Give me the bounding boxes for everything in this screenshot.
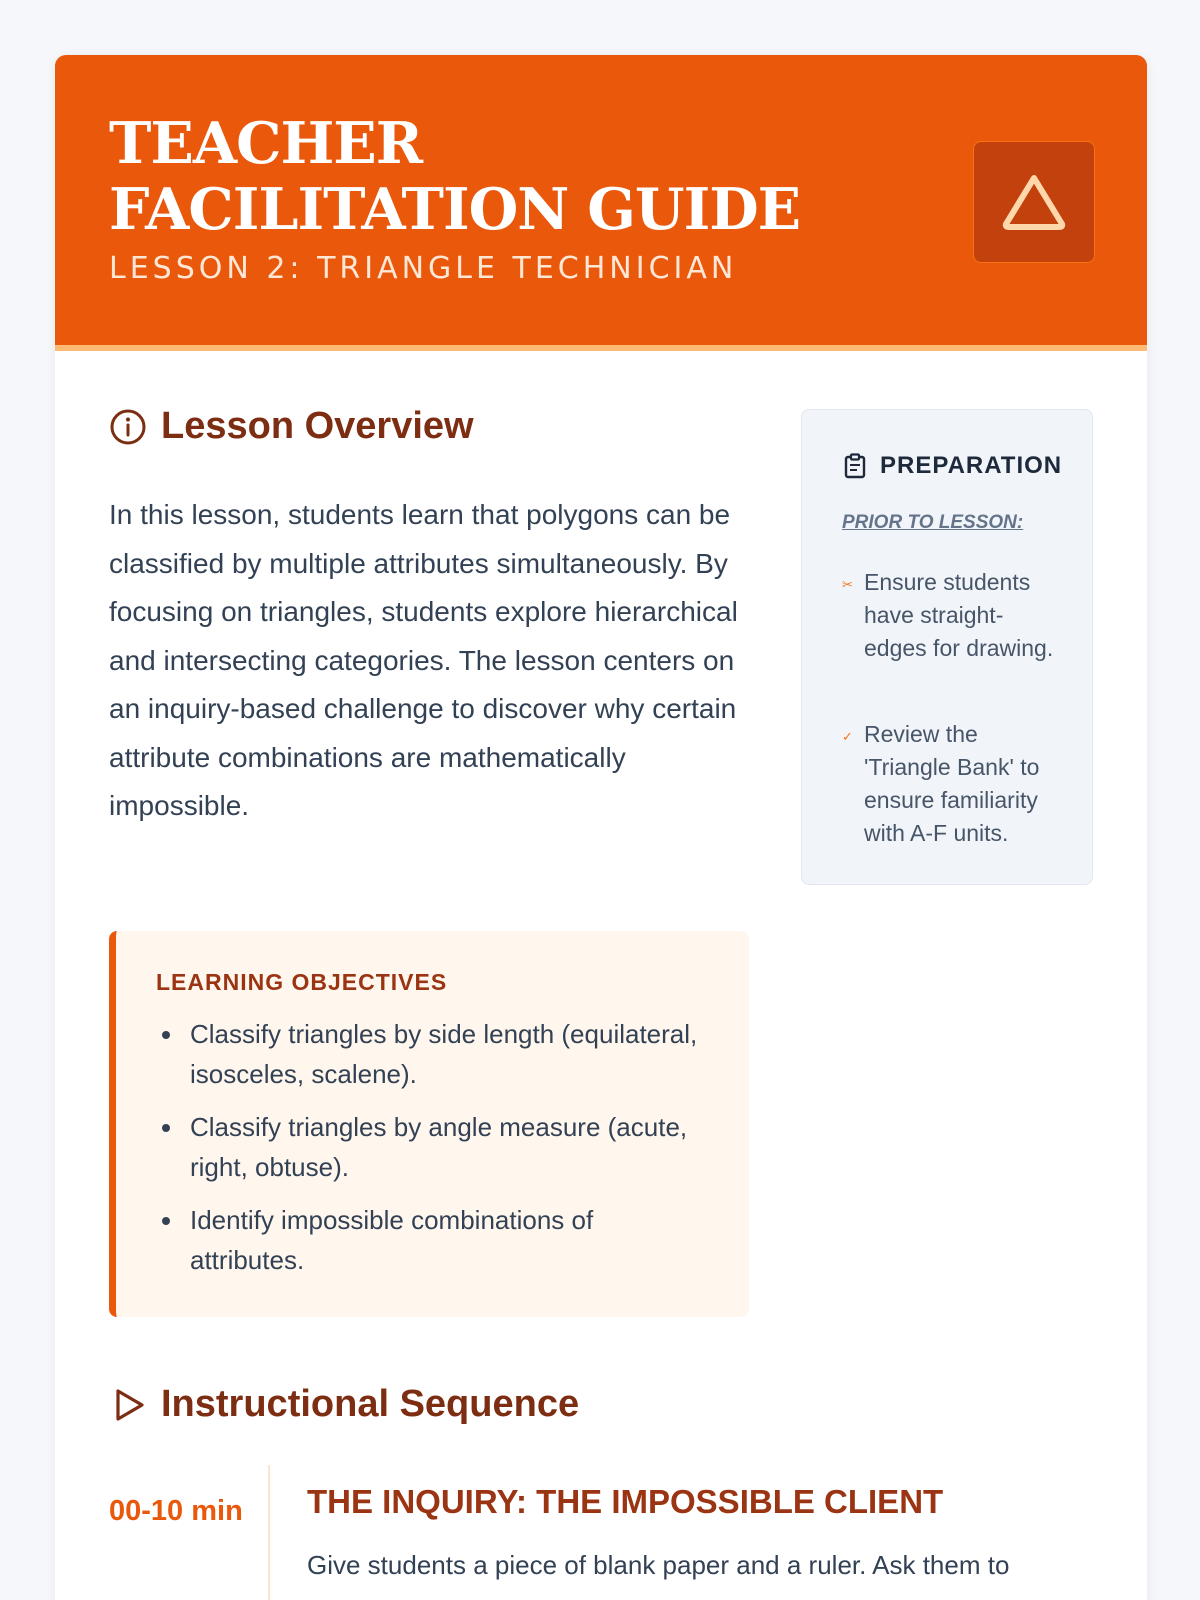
scissors-icon: ✂ xyxy=(842,577,853,592)
page-title: TEACHER FACILITATION GUIDE xyxy=(109,110,801,243)
overview-text: In this lesson, students learn that polygons can be classified by multiple attributes simultaneously. By focusing on triangles, students explore hierarchical and intersecting categories. The lesson centers on an inquiry-based challenge to discover why certain attribute combinations are mathematically impossible. xyxy=(109,499,738,821)
objective-item: Classify triangles by side length (equilateral, isosceles, scalene). xyxy=(156,1014,709,1094)
step-title: THE INQUIRY: THE IMPOSSIBLE CLIENT xyxy=(307,1483,944,1520)
step-time: 00-10 min xyxy=(109,1495,243,1527)
preparation-item xyxy=(842,566,1062,665)
sequence-step xyxy=(55,1465,1148,1600)
preparation-title xyxy=(844,452,1062,480)
preparation-item-text: Ensure students have straight-edges for drawing. xyxy=(864,569,1054,661)
guide-header xyxy=(55,55,1148,351)
check-icon: ✓ xyxy=(842,729,853,744)
sequence-heading-label: Instructional Sequence xyxy=(161,1383,580,1425)
lesson-subtitle: LESSON 2: TRIANGLE TECHNICIAN xyxy=(109,251,738,286)
clipboard-icon xyxy=(844,453,866,479)
triangle-icon xyxy=(1001,172,1067,232)
objective-item: Identify impossible combinations of attributes. xyxy=(156,1200,709,1280)
play-icon xyxy=(109,1386,147,1424)
overview-heading-label: Lesson Overview xyxy=(161,405,474,447)
preparation-panel xyxy=(801,409,1093,885)
preparation-title-label: PREPARATION xyxy=(880,452,1063,479)
sequence-heading xyxy=(109,1383,579,1426)
objectives-title: LEARNING OBJECTIVES xyxy=(156,969,448,995)
learning-objectives xyxy=(109,931,749,1317)
info-icon xyxy=(109,408,147,446)
preparation-item-text: Review the 'Triangle Bank' to ensure familiarity with A-F units. xyxy=(864,721,1040,846)
objectives-list xyxy=(156,1014,709,1280)
prior-to-lesson-label: PRIOR TO LESSON: xyxy=(842,512,1024,533)
preparation-item xyxy=(842,718,1062,850)
objective-item: Classify triangles by angle measure (acute, right, obtuse). xyxy=(156,1107,709,1187)
header-badge xyxy=(973,141,1095,263)
facilitation-guide-card xyxy=(54,54,1148,1600)
overview-heading xyxy=(109,405,474,448)
step-text: Give students a piece of blank paper and a ruler. Ask them to xyxy=(307,1550,1010,1580)
timeline-divider xyxy=(268,1465,270,1600)
